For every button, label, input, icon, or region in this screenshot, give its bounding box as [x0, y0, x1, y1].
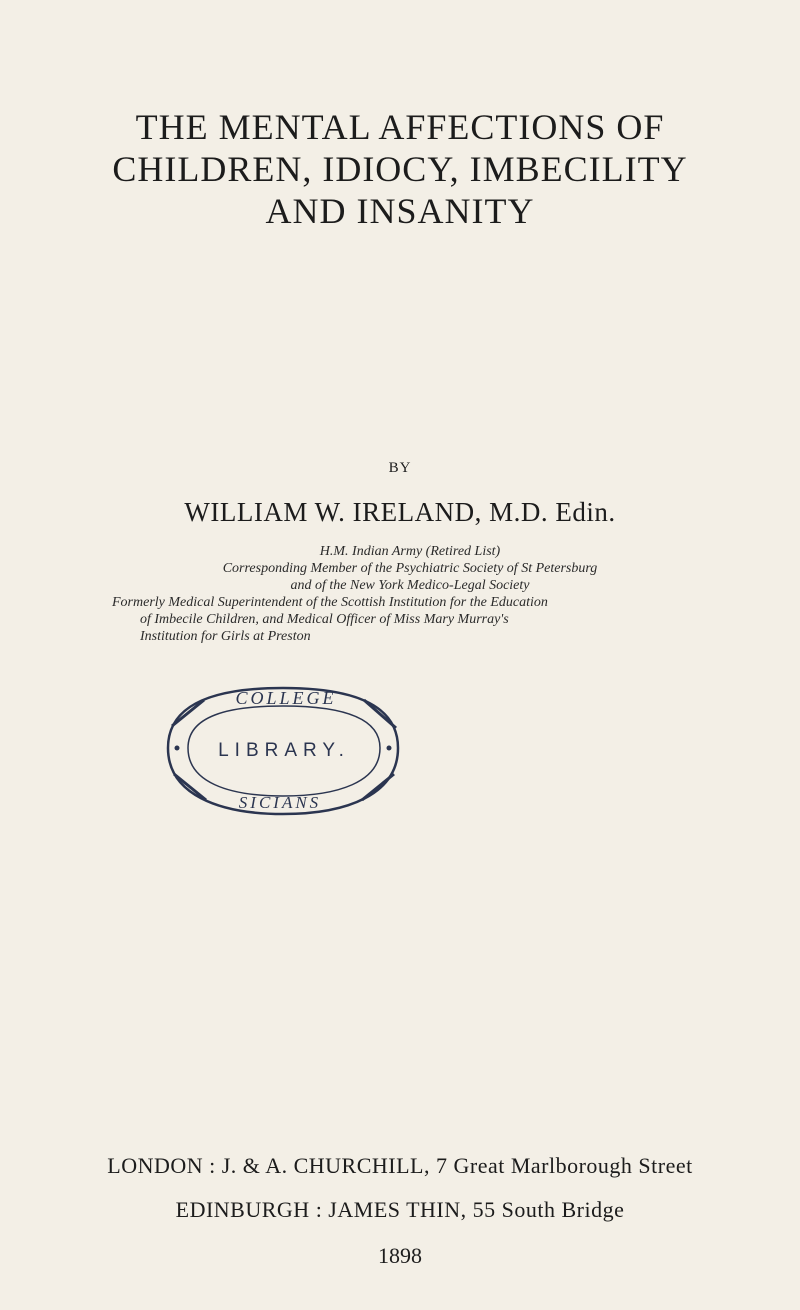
- title-line-3: AND INSANITY: [265, 191, 535, 231]
- imprint-edinburgh: EDINBURGH : JAMES THIN, 55 South Bridge: [175, 1197, 625, 1222]
- stamp-bottom-text: SICIANS: [238, 793, 322, 812]
- publication-year: 1898: [378, 1243, 422, 1268]
- stamp-top-text: COLLEGE: [235, 688, 337, 708]
- credential-line: H.M. Indian Army (Retired List): [319, 544, 501, 559]
- by-label: BY: [388, 460, 412, 476]
- title-line-1: THE MENTAL AFFECTIONS OF: [135, 107, 665, 147]
- book-title: [0, 106, 800, 232]
- author-name: WILLIAM W. IRELAND, M.D. Edin.: [184, 497, 616, 527]
- library-stamp: [158, 682, 408, 822]
- credential-line: and of the New York Medico-Legal Society: [290, 578, 530, 593]
- credential-line: Corresponding Member of the Psychiatric Society of St Petersburg: [222, 561, 598, 576]
- imprint-london: LONDON : J. & A. CHURCHILL, 7 Great Marlborough Street: [107, 1153, 693, 1178]
- credential-line: Institution for Girls at Preston: [140, 629, 311, 644]
- stamp-middle-text: LIBRARY.: [218, 740, 350, 761]
- credential-line: Formerly Medical Superintendent of the Scottish Institution for the Education: [112, 595, 548, 610]
- title-line-2: CHILDREN, IDIOCY, IMBECILITY: [112, 149, 688, 189]
- credential-line: of Imbecile Children, and Medical Officer of Miss Mary Murray's: [140, 612, 509, 627]
- author-credentials: [110, 543, 710, 645]
